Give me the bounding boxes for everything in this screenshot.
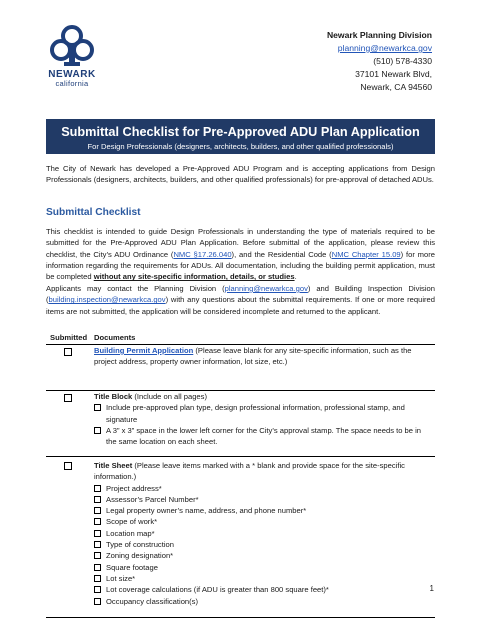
p1-text-a: This checklist is intended to guide Design Professionals in understanding the type of materials required to be submitted for the Pre-Approved ADU Plan Application. Before submittal of the application, please review this checklist, the City’s ADU Ordinance ( [46,227,435,259]
list-item [94,596,431,607]
list-item [94,528,431,539]
planning-email-link[interactable]: planning@newarkca.gov [224,284,308,293]
item-text: Legal property owner’s name, address, and phone number* [106,506,307,516]
item-text: Location map* [106,528,155,538]
item-text: Zoning designation* [106,551,174,561]
email-link[interactable]: planning@newarkca.gov [337,43,432,53]
item-checkbox[interactable] [94,598,101,605]
row2-title: Title Block [94,392,133,401]
list-item [94,402,431,425]
item-text: Lot coverage calculations (if ADU is greater than 800 square feet)* [106,585,329,595]
p1-emphasis: without any site-specific information, details, or studies [93,272,295,282]
item-text: Lot size* [106,573,136,583]
list-item [94,483,431,494]
section-heading: Submittal Checklist [46,207,141,218]
item-checkbox[interactable] [94,496,101,503]
submitted-checkbox[interactable] [64,462,72,470]
item-text: Assessor’s Parcel Number* [106,494,199,504]
logo-wordmark: NEWARK [48,69,96,80]
p2-text-b: ) and Building Inspection Division ( [46,284,435,305]
item-text: Include pre-approved plan type, design professional information, professional stamp, and signature [106,403,405,424]
list-item [94,562,431,573]
logo-subtitle: california [55,79,89,88]
intro-paragraph: The City of Newark has developed a Pre-Approved ADU Program and is accepting applications from Design Professionals (designers, architects, builders, and other qualified professionals) for pre-approval of detached ADUs. [46,164,435,185]
table-header [46,331,435,345]
adu-ordinance-link[interactable]: NMC §17.26.040 [173,249,232,259]
item-checkbox[interactable] [94,507,101,514]
item-checkbox[interactable] [94,485,101,492]
p2-text-a: Applicants may contact the Planning Division ( [46,284,225,293]
contact-paragraph [46,283,435,317]
page-number: 1 [429,584,434,593]
submitted-checkbox[interactable] [64,348,72,356]
table-row [46,345,435,391]
p1-text-b: ), and the Residential Code ( [231,249,332,259]
p1-text-d: . [294,272,297,282]
contact-block [327,29,432,94]
list-item [94,425,431,448]
p2-text-c: ) with any questions about the submittal requirements. If one or more required items are not submitted, the application will be considered incomplete and returned to the applicant. [46,295,435,316]
row3-note: (Please leave items marked with a * blank and provide space for the site-specific information.) [94,461,405,482]
item-text: A 3” x 3” space in the lower left corner for the City’s approval stamp. The space needs to be in the same location on each sheet. [106,425,422,447]
item-checkbox[interactable] [94,427,101,434]
street-address: 37101 Newark Blvd, [355,69,432,79]
building-email-link[interactable]: building.inspection@newarkca.gov [48,295,166,305]
row2-note: (Include on all pages) [132,392,207,401]
list-item [94,505,431,516]
item-checkbox[interactable] [94,404,101,411]
item-text: Occupancy classification(s) [106,596,199,606]
item-checkbox[interactable] [94,530,101,537]
residential-code-link[interactable]: NMC Chapter 15.09 [331,249,401,259]
item-checkbox[interactable] [94,552,101,559]
row1-text: (Please leave blank for any site-specific information, such as the project address, property owner information, lot size, etc.) [94,346,412,367]
p1-text-c: ) for more information regarding the requirements for ADUs. All documentation, including the building permit application, must be completed [46,249,435,282]
item-checkbox[interactable] [94,575,101,582]
org-name: Newark Planning Division [326,30,432,40]
row-documents [94,345,435,368]
table-row [46,457,435,618]
list-item [94,573,431,584]
item-text: Type of construction [106,540,174,550]
item-checkbox[interactable] [94,541,101,548]
newark-logo [42,24,102,88]
list-item [94,539,431,550]
club-leaf-logo-icon [42,24,102,70]
item-text: Project address* [106,483,162,493]
list-item [94,494,431,505]
item-text: Scope of work* [106,517,158,527]
building-permit-link[interactable]: Building Permit Application [94,346,194,355]
item-checkbox[interactable] [94,518,101,525]
table-row [46,391,435,457]
item-checkbox[interactable] [94,586,101,593]
item-text: Square footage [106,562,158,572]
item-checkbox[interactable] [94,564,101,571]
col-submitted: Submitted [50,333,88,342]
title-banner [46,119,435,154]
list-item [94,584,431,595]
checklist-paragraph [46,226,435,282]
row-documents [94,391,435,447]
row-documents [94,457,435,607]
page-title: Submittal Checklist for Pre-Approved ADU Plan Application [61,125,420,139]
page-subtitle: For Design Professionals (designers, architects, builders, and other qualified professionals) [87,142,394,151]
phone: (510) 578-4330 [373,56,432,66]
checklist-table [46,331,435,618]
city-address: Newark, CA 94560 [360,82,432,92]
row3-title: Title Sheet [94,461,133,470]
col-documents: Documents [94,333,136,342]
list-item [94,550,431,561]
list-item [94,516,431,527]
submitted-checkbox[interactable] [64,394,72,402]
